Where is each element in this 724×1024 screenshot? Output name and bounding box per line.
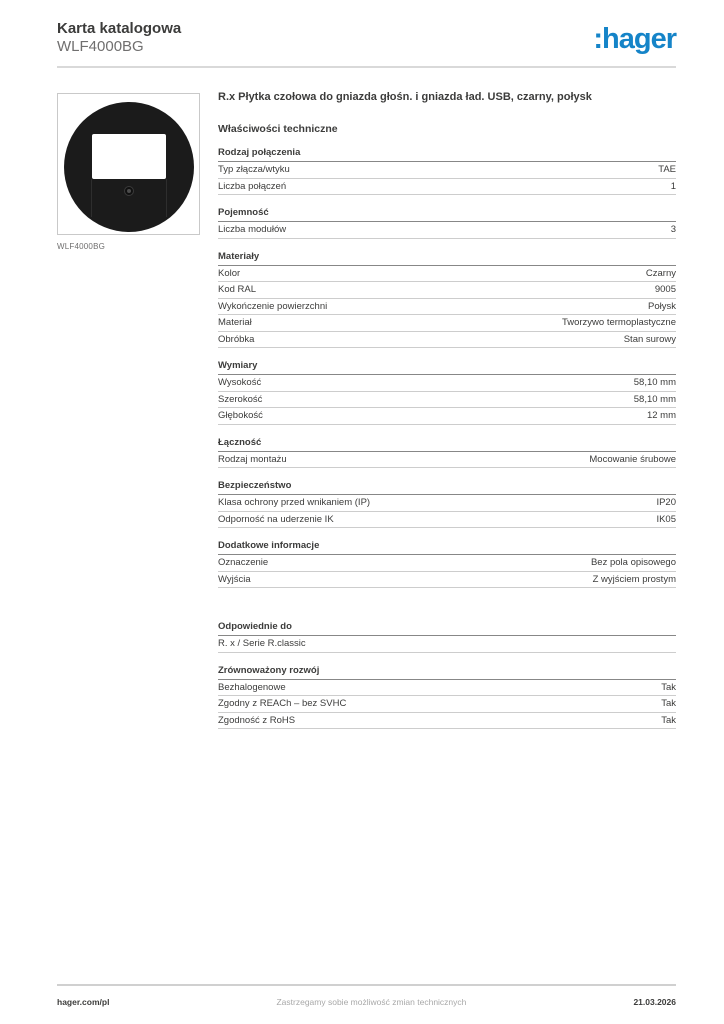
property-row (218, 713, 676, 730)
property-value: Tak (661, 698, 676, 709)
property-label: Wykończenie powierzchni (218, 300, 328, 312)
section-dodatkowe-informacje (218, 540, 676, 588)
faceplate-screw (124, 186, 134, 196)
faceplate-seam-left (91, 179, 92, 217)
property-value: Tak (661, 714, 676, 726)
header-titles (57, 20, 181, 56)
property-label: Liczba połączeń (218, 180, 287, 192)
footer-disclaimer: Zastrzegamy sobie możliwość zmian technicznych (276, 997, 467, 1007)
property-value: Mocowanie śrubowe (589, 453, 676, 465)
property-row (218, 572, 676, 589)
property-label: R. x / Serie R.classic (218, 638, 306, 649)
property-label: Klasa ochrony przed wnikaniem (IP) (218, 497, 371, 508)
property-value: 9005 (654, 284, 676, 295)
section-materiały (218, 251, 676, 349)
property-value: Połysk (648, 300, 676, 312)
section-title: Łączność (218, 437, 676, 452)
property-row (218, 315, 676, 332)
section-title: Wymiary (218, 360, 676, 375)
property-value: Tak (661, 681, 676, 693)
property-value: 12 mm (646, 410, 676, 421)
property-value: Bez pola opisowego (590, 557, 676, 568)
property-value: IK05 (656, 513, 676, 525)
content-area (57, 90, 676, 729)
property-label: Liczba modułów (218, 224, 287, 235)
section-title: Bezpieczeństwo (218, 480, 676, 495)
property-value: Tworzywo termoplastyczne (561, 317, 676, 328)
property-label: Szerokość (218, 393, 263, 405)
product-code: WLF4000BG (57, 38, 144, 55)
property-label: Wyjścia (218, 573, 251, 585)
footer-site-link[interactable]: hager.com/pl (57, 997, 110, 1007)
property-row (218, 162, 676, 179)
property-label: Typ złącza/wtyku (218, 164, 290, 175)
property-label: Zgodny z REACh – bez SVHC (218, 698, 347, 709)
property-row (218, 452, 676, 469)
page-header (57, 20, 676, 56)
property-row (218, 636, 676, 653)
section-łączność (218, 437, 676, 469)
property-label: Bezhalogenowe (218, 681, 286, 693)
property-value: 58,10 mm (633, 393, 676, 405)
faceplate-circle (64, 102, 194, 232)
property-value: Z wyjściem prostym (592, 573, 676, 585)
section-bezpieczeństwo (218, 480, 676, 528)
image-column (57, 90, 200, 729)
property-row (218, 266, 676, 283)
property-sections (218, 147, 676, 729)
property-value: 1 (670, 180, 676, 192)
faceplate-window (92, 134, 166, 179)
property-value: Stan surowy (623, 333, 676, 345)
property-value: 58,10 mm (633, 377, 676, 388)
property-label: Oznaczenie (218, 557, 269, 568)
property-row (218, 696, 676, 713)
property-row (218, 555, 676, 572)
footer-date: 21.03.2026 (633, 997, 676, 1007)
property-row (218, 680, 676, 697)
section-title: Dodatkowe informacje (218, 540, 676, 555)
technical-properties-heading: Właściwości techniczne (218, 123, 338, 135)
hager-logo: :hager (593, 23, 676, 55)
section-title: Zrównoważony rozwój (218, 665, 676, 680)
section-title: Materiały (218, 251, 676, 266)
section-zrównoważony-rozwój (218, 665, 676, 730)
section-rodzaj-połączenia (218, 147, 676, 195)
property-row (218, 375, 676, 392)
property-label: Obróbka (218, 333, 255, 345)
property-label: Głębokość (218, 410, 263, 421)
property-label: Wysokość (218, 377, 262, 388)
property-row (218, 222, 676, 239)
property-label: Odporność na uderzenie IK (218, 513, 334, 525)
product-image (57, 93, 200, 235)
footer-row (57, 986, 676, 1007)
document-title: Karta katalogowa (57, 20, 182, 37)
property-value: TAE (658, 164, 676, 175)
section-pojemność (218, 207, 676, 239)
property-value: IP20 (656, 497, 676, 508)
property-row (218, 392, 676, 409)
header-divider (57, 66, 676, 68)
image-caption: WLF4000BG (57, 242, 106, 251)
property-label: Kolor (218, 267, 241, 279)
property-row (218, 495, 676, 512)
property-value: Czarny (645, 267, 676, 279)
section-title: Pojemność (218, 207, 676, 222)
property-row (218, 282, 676, 299)
properties-column (218, 90, 676, 729)
property-row (218, 299, 676, 316)
section-odpowiednie-do (218, 621, 676, 653)
property-row (218, 332, 676, 349)
property-value: 3 (670, 224, 676, 235)
product-title: R.x Płytka czołowa do gniazda głośn. i gniazda ład. USB, czarny, połysk (218, 91, 592, 103)
property-row (218, 408, 676, 425)
property-label: Zgodność z RoHS (218, 714, 296, 726)
page-footer (57, 984, 676, 1007)
section-wymiary (218, 360, 676, 425)
property-label: Rodzaj montażu (218, 453, 287, 465)
property-label: Materiał (218, 317, 252, 328)
section-title: Odpowiednie do (218, 621, 676, 636)
property-row (218, 512, 676, 529)
faceplate-seam-right (166, 179, 167, 217)
property-row (218, 179, 676, 196)
section-title: Rodzaj połączenia (218, 147, 676, 162)
property-label: Kod RAL (218, 284, 257, 295)
